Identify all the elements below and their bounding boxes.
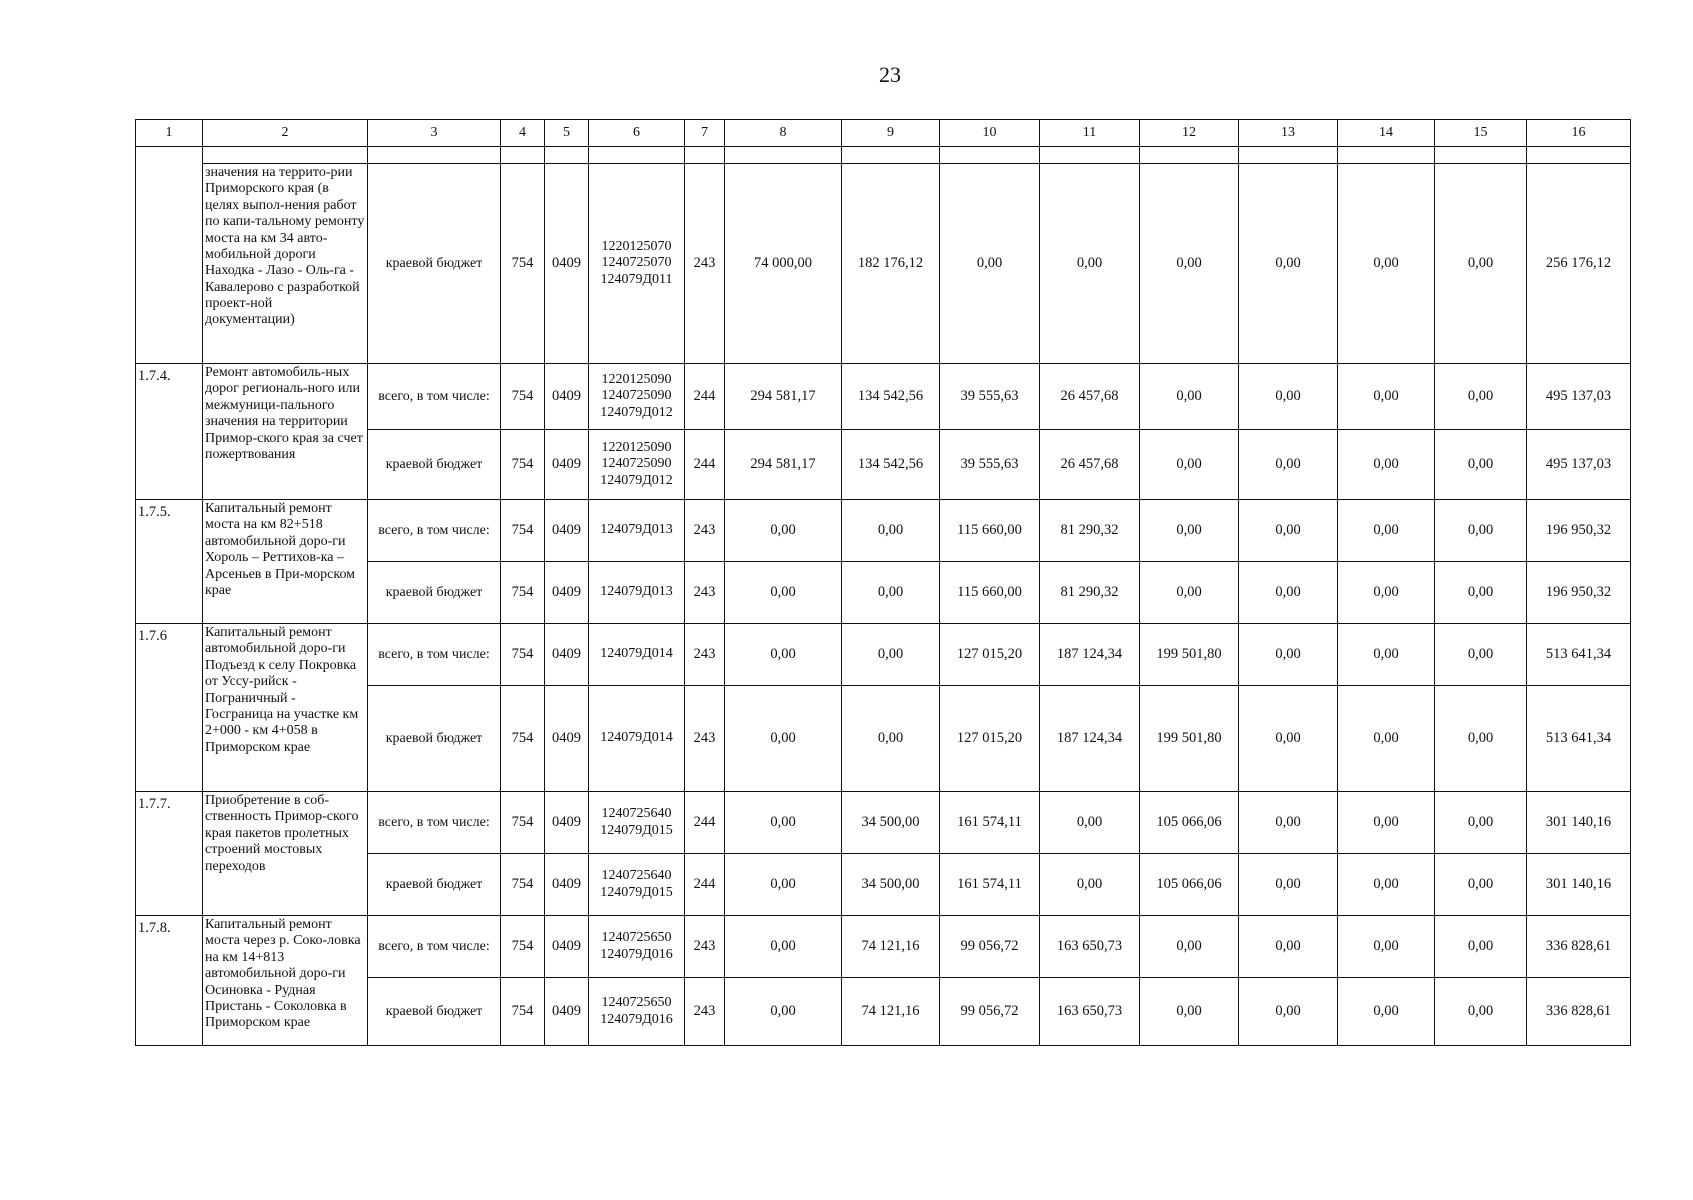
spacer-row [136, 147, 1631, 164]
year-value: 0,00 [1239, 978, 1338, 1046]
year-value: 0,00 [1435, 164, 1527, 364]
funding-source: краевой бюджет [368, 430, 501, 500]
header-row [136, 120, 1631, 147]
empty-cell [685, 147, 725, 164]
funding-source: всего, в том числе: [368, 500, 501, 562]
target-article-code: 124079Д011 [600, 271, 673, 287]
year-value: 0,00 [1338, 792, 1435, 854]
target-article-code: 1220125090 [601, 372, 672, 388]
empty-cell [940, 147, 1040, 164]
ministry-code: 754 [501, 562, 545, 624]
table-row [136, 916, 1631, 978]
year-value: 0,00 [1435, 364, 1527, 430]
year-value: 0,00 [1338, 854, 1435, 916]
year-value: 199 501,80 [1140, 686, 1239, 792]
empty-cell [1239, 147, 1338, 164]
item-number: 1.7.6 [136, 624, 203, 792]
column-header: 9 [842, 120, 940, 147]
expense-type-code: 244 [685, 430, 725, 500]
target-article-codes [589, 624, 685, 686]
target-article-code: 124079Д013 [600, 522, 673, 538]
year-value: 0,00 [1239, 792, 1338, 854]
year-value: 0,00 [1435, 978, 1527, 1046]
item-number [136, 164, 203, 364]
year-value: 74 121,16 [842, 978, 940, 1046]
item-number: 1.7.5. [136, 500, 203, 624]
year-value: 294 581,17 [725, 430, 842, 500]
section-code: 0409 [545, 164, 589, 364]
ministry-code: 754 [501, 624, 545, 686]
year-value: 0,00 [1338, 500, 1435, 562]
target-article-codes [589, 364, 685, 430]
column-header: 2 [203, 120, 368, 147]
total-value: 301 140,16 [1527, 792, 1631, 854]
year-value: 0,00 [1338, 686, 1435, 792]
funding-source: всего, в том числе: [368, 364, 501, 430]
target-article-code: 124079Д015 [600, 884, 673, 900]
total-value: 256 176,12 [1527, 164, 1631, 364]
funding-source: краевой бюджет [368, 164, 501, 364]
expense-type-code: 244 [685, 364, 725, 430]
column-header: 5 [545, 120, 589, 147]
item-name: Капитальный ремонт автомобильной доро-ги Подъезд к селу Покровка от Уссу-рийск - Пограничный - Госграница на участке км 2+000 - км 4+058 в Приморском крае [203, 624, 368, 792]
year-value: 34 500,00 [842, 792, 940, 854]
year-value: 0,00 [725, 500, 842, 562]
column-header: 1 [136, 120, 203, 147]
year-value: 26 457,68 [1040, 364, 1140, 430]
table-row [136, 792, 1631, 854]
table-row [136, 500, 1631, 562]
year-value: 0,00 [1140, 430, 1239, 500]
year-value: 0,00 [1239, 364, 1338, 430]
total-value: 196 950,32 [1527, 562, 1631, 624]
empty-cell [1140, 147, 1239, 164]
target-article-code: 1220125090 [601, 440, 672, 456]
column-header: 16 [1527, 120, 1631, 147]
target-article-code: 1220125070 [601, 239, 672, 255]
expense-type-code: 243 [685, 500, 725, 562]
target-article-codes [589, 686, 685, 792]
year-value: 26 457,68 [1040, 430, 1140, 500]
column-header: 11 [1040, 120, 1140, 147]
year-value: 115 660,00 [940, 562, 1040, 624]
year-value: 0,00 [1239, 430, 1338, 500]
expense-type-code: 244 [685, 854, 725, 916]
target-article-code: 124079Д016 [600, 1011, 673, 1027]
funding-source: всего, в том числе: [368, 792, 501, 854]
empty-cell [1527, 147, 1631, 164]
expense-type-code: 243 [685, 686, 725, 792]
target-article-code: 1240725650 [601, 930, 672, 946]
year-value: 0,00 [725, 624, 842, 686]
section-code: 0409 [545, 562, 589, 624]
year-value: 81 290,32 [1040, 500, 1140, 562]
year-value: 0,00 [940, 164, 1040, 364]
target-article-codes [589, 978, 685, 1046]
target-article-codes [589, 164, 685, 364]
year-value: 163 650,73 [1040, 916, 1140, 978]
year-value: 134 542,56 [842, 430, 940, 500]
table-row [136, 364, 1631, 430]
target-article-code: 124079Д012 [600, 472, 673, 488]
year-value: 0,00 [842, 500, 940, 562]
item-number: 1.7.4. [136, 364, 203, 500]
year-value: 0,00 [1239, 500, 1338, 562]
year-value: 127 015,20 [940, 686, 1040, 792]
empty-cell [589, 147, 685, 164]
empty-cell [368, 147, 501, 164]
item-number: 1.7.7. [136, 792, 203, 916]
ministry-code: 754 [501, 792, 545, 854]
target-article-code: 1240725640 [601, 868, 672, 884]
total-value: 196 950,32 [1527, 500, 1631, 562]
ministry-code: 754 [501, 500, 545, 562]
year-value: 0,00 [725, 562, 842, 624]
target-article-code: 1240725650 [601, 995, 672, 1011]
item-number: 1.7.8. [136, 916, 203, 1046]
year-value: 0,00 [1435, 562, 1527, 624]
target-article-code: 124079Д014 [600, 730, 673, 746]
year-value: 105 066,06 [1140, 854, 1239, 916]
ministry-code: 754 [501, 686, 545, 792]
column-header: 8 [725, 120, 842, 147]
year-value: 0,00 [1338, 978, 1435, 1046]
year-value: 74 121,16 [842, 916, 940, 978]
year-value: 0,00 [1040, 792, 1140, 854]
year-value: 0,00 [1140, 364, 1239, 430]
column-header: 4 [501, 120, 545, 147]
year-value: 0,00 [1435, 792, 1527, 854]
year-value: 199 501,80 [1140, 624, 1239, 686]
total-value: 495 137,03 [1527, 430, 1631, 500]
section-code: 0409 [545, 430, 589, 500]
year-value: 161 574,11 [940, 854, 1040, 916]
year-value: 0,00 [1239, 562, 1338, 624]
year-value: 0,00 [1338, 562, 1435, 624]
column-header: 15 [1435, 120, 1527, 147]
year-value: 0,00 [1140, 500, 1239, 562]
year-value: 0,00 [725, 916, 842, 978]
column-header: 13 [1239, 120, 1338, 147]
year-value: 0,00 [1140, 978, 1239, 1046]
year-value: 0,00 [1338, 164, 1435, 364]
column-header: 6 [589, 120, 685, 147]
target-article-codes [589, 430, 685, 500]
section-code: 0409 [545, 624, 589, 686]
column-header: 10 [940, 120, 1040, 147]
funding-source: всего, в том числе: [368, 916, 501, 978]
year-value: 0,00 [1435, 686, 1527, 792]
year-value: 127 015,20 [940, 624, 1040, 686]
expense-type-code: 243 [685, 562, 725, 624]
total-value: 336 828,61 [1527, 916, 1631, 978]
year-value: 0,00 [1239, 686, 1338, 792]
empty-cell [1435, 147, 1527, 164]
expense-type-code: 244 [685, 792, 725, 854]
year-value: 0,00 [842, 562, 940, 624]
year-value: 187 124,34 [1040, 624, 1140, 686]
target-article-code: 1240725090 [601, 388, 672, 404]
section-code: 0409 [545, 916, 589, 978]
empty-cell [1338, 147, 1435, 164]
year-value: 0,00 [1338, 364, 1435, 430]
target-article-code: 124079Д015 [600, 822, 673, 838]
target-article-code: 124079Д016 [600, 946, 673, 962]
page-number: 23 [879, 62, 901, 87]
total-value: 301 140,16 [1527, 854, 1631, 916]
year-value: 0,00 [1338, 916, 1435, 978]
item-name: Ремонт автомобиль-ных дорог региональ-ного или межмуници-пального значения на территории Примор-ского края за счет пожертвования [203, 364, 368, 500]
target-article-codes [589, 562, 685, 624]
item-name: значения на террито-рии Приморского края (в целях выпол-нения работ по капи-тальному ремонту моста на км 34 авто-мобильной дороги Находка - Лазо - Оль-га - Кавалерово с разработкой проект-ной документации) [203, 164, 368, 364]
budget-table [135, 119, 1631, 1046]
year-value: 0,00 [1435, 854, 1527, 916]
ministry-code: 754 [501, 364, 545, 430]
year-value: 115 660,00 [940, 500, 1040, 562]
ministry-code: 754 [501, 854, 545, 916]
target-article-code: 1240725640 [601, 806, 672, 822]
section-code: 0409 [545, 978, 589, 1046]
year-value: 0,00 [1239, 164, 1338, 364]
target-article-codes [589, 500, 685, 562]
empty-cell [1040, 147, 1140, 164]
total-value: 336 828,61 [1527, 978, 1631, 1046]
item-name: Капитальный ремонт моста через р. Соко-ловка на км 14+813 автомобильной доро-ги Осиновка - Рудная Пристань - Соколовка в Приморском крае [203, 916, 368, 1046]
year-value: 0,00 [1040, 164, 1140, 364]
ministry-code: 754 [501, 430, 545, 500]
target-article-code: 124079Д012 [600, 404, 673, 420]
target-article-codes [589, 854, 685, 916]
year-value: 0,00 [1140, 164, 1239, 364]
target-article-codes [589, 792, 685, 854]
year-value: 0,00 [1040, 854, 1140, 916]
target-article-code: 124079Д014 [600, 646, 673, 662]
expense-type-code: 243 [685, 916, 725, 978]
year-value: 39 555,63 [940, 430, 1040, 500]
year-value: 0,00 [1239, 916, 1338, 978]
year-value: 81 290,32 [1040, 562, 1140, 624]
empty-cell [501, 147, 545, 164]
year-value: 0,00 [1435, 916, 1527, 978]
item-name: Капитальный ремонт моста на км 82+518 автомобильной доро-ги Хороль – Реттихов-ка – Арсеньев в При-морском крае [203, 500, 368, 624]
empty-cell [203, 147, 368, 164]
year-value: 0,00 [725, 792, 842, 854]
total-value: 513 641,34 [1527, 624, 1631, 686]
section-code: 0409 [545, 792, 589, 854]
year-value: 182 176,12 [842, 164, 940, 364]
year-value: 0,00 [1239, 624, 1338, 686]
section-code: 0409 [545, 364, 589, 430]
funding-source: краевой бюджет [368, 854, 501, 916]
target-article-code: 124079Д013 [600, 584, 673, 600]
year-value: 161 574,11 [940, 792, 1040, 854]
year-value: 74 000,00 [725, 164, 842, 364]
year-value: 0,00 [1140, 562, 1239, 624]
year-value: 0,00 [842, 686, 940, 792]
expense-type-code: 243 [685, 624, 725, 686]
year-value: 0,00 [1239, 854, 1338, 916]
year-value: 39 555,63 [940, 364, 1040, 430]
ministry-code: 754 [501, 164, 545, 364]
empty-cell [725, 147, 842, 164]
column-header: 3 [368, 120, 501, 147]
total-value: 513 641,34 [1527, 686, 1631, 792]
funding-source: краевой бюджет [368, 686, 501, 792]
year-value: 105 066,06 [1140, 792, 1239, 854]
funding-source: краевой бюджет [368, 978, 501, 1046]
year-value: 294 581,17 [725, 364, 842, 430]
year-value: 134 542,56 [842, 364, 940, 430]
year-value: 34 500,00 [842, 854, 940, 916]
year-value: 0,00 [725, 686, 842, 792]
year-value: 0,00 [1338, 430, 1435, 500]
table-row [136, 624, 1631, 686]
section-code: 0409 [545, 686, 589, 792]
empty-cell [842, 147, 940, 164]
total-value: 495 137,03 [1527, 364, 1631, 430]
funding-source: всего, в том числе: [368, 624, 501, 686]
year-value: 0,00 [1140, 916, 1239, 978]
section-code: 0409 [545, 854, 589, 916]
year-value: 187 124,34 [1040, 686, 1140, 792]
year-value: 163 650,73 [1040, 978, 1140, 1046]
target-article-code: 1240725070 [601, 255, 672, 271]
empty-cell [545, 147, 589, 164]
column-header: 12 [1140, 120, 1239, 147]
item-name: Приобретение в соб-ственность Примор-ского края пакетов пролетных строений мостовых переходов [203, 792, 368, 916]
column-header: 7 [685, 120, 725, 147]
year-value: 0,00 [1435, 624, 1527, 686]
year-value: 0,00 [1435, 430, 1527, 500]
ministry-code: 754 [501, 978, 545, 1046]
year-value: 99 056,72 [940, 916, 1040, 978]
section-code: 0409 [545, 500, 589, 562]
ministry-code: 754 [501, 916, 545, 978]
empty-cell [136, 147, 203, 164]
year-value: 0,00 [725, 978, 842, 1046]
expense-type-code: 243 [685, 978, 725, 1046]
year-value: 99 056,72 [940, 978, 1040, 1046]
funding-source: краевой бюджет [368, 562, 501, 624]
year-value: 0,00 [725, 854, 842, 916]
year-value: 0,00 [842, 624, 940, 686]
column-header: 14 [1338, 120, 1435, 147]
target-article-codes [589, 916, 685, 978]
table-row [136, 164, 1631, 364]
target-article-code: 1240725090 [601, 456, 672, 472]
year-value: 0,00 [1338, 624, 1435, 686]
year-value: 0,00 [1435, 500, 1527, 562]
expense-type-code: 243 [685, 164, 725, 364]
